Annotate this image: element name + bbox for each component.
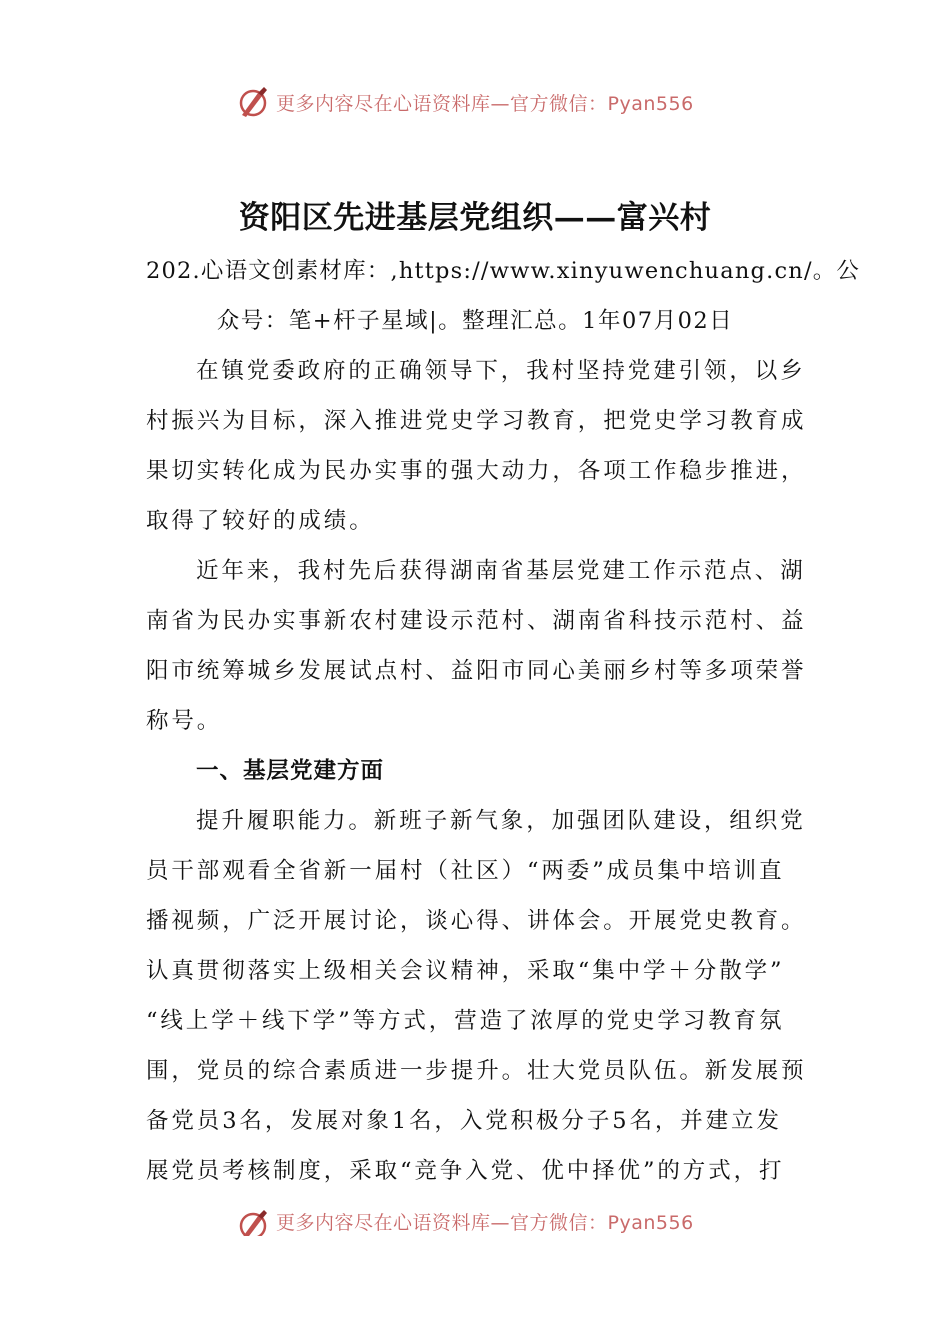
pen-logo-icon <box>236 85 270 119</box>
paragraph-3-line-7: 备党员3名，发展对象1名，入党积极分子5名，并建立发 <box>146 1108 782 1134</box>
paragraph-1-line-2: 村振兴为目标，深入推进党史学习教育，把党史学习教育成 <box>146 408 807 434</box>
paragraph-1-line-4: 取得了较好的成绩。 <box>146 508 375 534</box>
paragraph-3-line-5: “线上学＋线下学”等方式，营造了浓厚的党史学习教育氛 <box>146 1008 785 1034</box>
paragraph-3-line-4: 认真贯彻落实上级相关会议精神，采取“集中学＋分散学” <box>146 958 785 984</box>
paragraph-3-line-6: 围，党员的综合素质进一步提升。壮大党员队伍。新发展预 <box>146 1058 807 1084</box>
paragraph-1-line-3: 果切实转化成为民办实事的强大动力，各项工作稳步推进， <box>146 458 807 484</box>
watermark-text: 更多内容尽在心语资料库—官方微信：Pyan556 <box>276 1212 694 1234</box>
watermark-footer <box>236 1204 694 1236</box>
paragraph-1-line-1: 在镇党委政府的正确领导下，我村坚持党建引领，以乡 <box>196 358 806 384</box>
paragraph-2-line-2: 南省为民办实事新农村建设示范村、湖南省科技示范村、益 <box>146 608 807 634</box>
watermark-text: 更多内容尽在心语资料库—官方微信：Pyan556 <box>276 92 694 115</box>
section-heading-1: 一、基层党建方面 <box>196 758 385 784</box>
paragraph-3-line-1: 提升履职能力。新班子新气象，加强团队建设，组织党 <box>196 808 806 834</box>
subtitle-line-2: 众号：笔+杆子星域|。整理汇总。1年07月02日 <box>216 308 734 334</box>
pen-logo-icon <box>236 1208 270 1236</box>
paragraph-3-line-3: 播视频，广泛开展讨论，谈心得、讲体会。开展党史教育。 <box>146 908 807 934</box>
paragraph-2-line-1: 近年来，我村先后获得湖南省基层党建工作示范点、湖 <box>196 558 806 584</box>
paragraph-2-line-3: 阳市统筹城乡发展试点村、益阳市同心美丽乡村等多项荣誉 <box>146 658 807 684</box>
document-title: 资阳区先进基层党组织——富兴村 <box>238 200 712 236</box>
watermark-header <box>236 82 694 122</box>
paragraph-3-line-8: 展党员考核制度，采取“竞争入党、优中择优”的方式，打 <box>146 1158 785 1184</box>
paragraph-2-line-4: 称号。 <box>146 708 223 734</box>
paragraph-3-line-2: 员干部观看全省新一届村（社区）“两委”成员集中培训直 <box>146 858 785 884</box>
subtitle-line-1: 202.心语文创素材库：,https://www.xinyuwenchuang.cn/。公 <box>146 258 861 284</box>
